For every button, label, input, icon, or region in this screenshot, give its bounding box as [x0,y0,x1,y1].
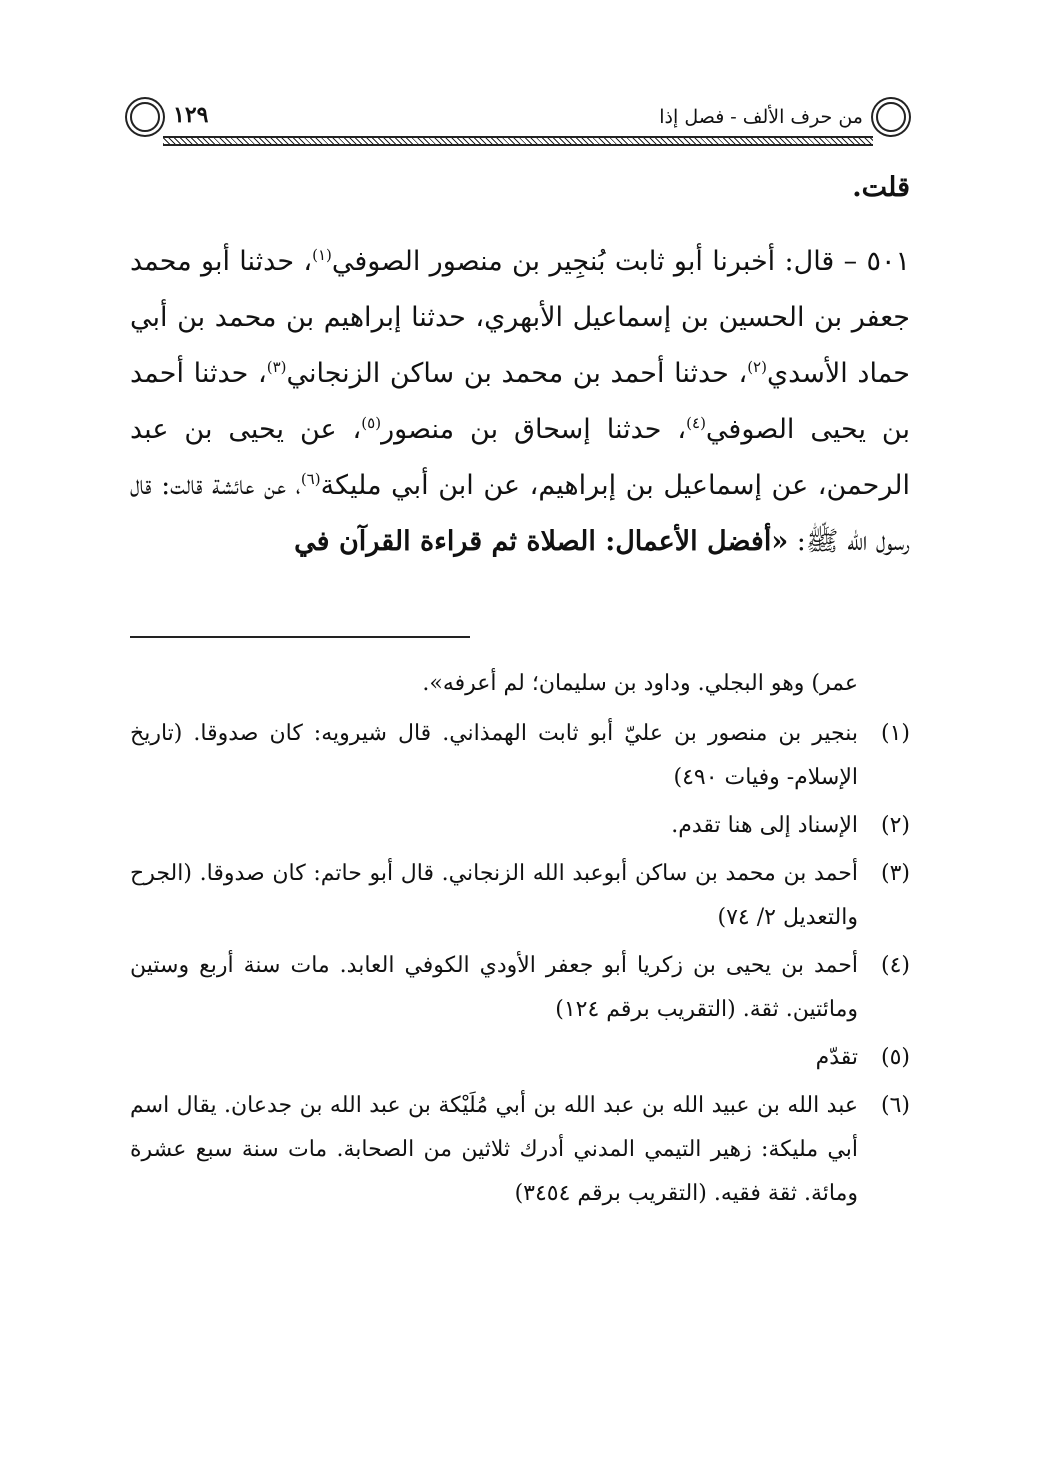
footnote-text: عبد الله بن عبيد الله بن عبد الله بن أبي مُلَيْكة بن عبد الله بن جدعان. يقال اسم أبي مليكة: زهير التيمي المدني أدرك ثلاثين من الصحابة. مات سنة سبع عشرة ومائة. ثقة فقيه. (التقريب برقم ٣٤٥٤) [130,1093,858,1206]
footnote-6 [130,1084,910,1216]
footnote-3 [130,852,910,940]
footnote-number: (٥) [880,1045,910,1070]
footnote-4 [130,944,910,1032]
footnote-text: الإسناد إلى هنا تقدم. [671,813,858,838]
hadith-paragraph [130,234,910,570]
ornament-right-icon [869,100,913,134]
footnote-text: أحمد بن يحيى بن زكريا أبو جعفر الأودي الكوفي العابد. مات سنة أربع وستين ومائتين. ثقة. (التقريب برقم ١٢٤) [130,953,858,1022]
hadith-quote: «أفضل الأعمال: الصلاة ثم قراءة القرآن في [294,526,789,557]
footnote-ref-6[interactable]: (٦) [300,470,321,488]
text-line-4a: أحمد بن يحيى الصوفي [130,358,910,445]
footnote-1 [130,712,910,800]
footnotes [130,662,910,1220]
footnote-ref-5[interactable]: (٥) [361,414,382,432]
text-line-3a: أبي حماد الأسدي [130,302,910,389]
footnote-text: تقدّم [815,1045,858,1070]
page-header [123,96,913,146]
footnote-number: (٦) [880,1093,910,1118]
text-line-1a: ٥٠١ – قال: أخبرنا أبو ثابت بُنجِير بن منصور الصوفي [331,246,910,277]
text-line-6a: قالت: قال رسول الله ﷺ: [130,470,910,557]
text-line-5a: عبد الرحمن، عن إسماعيل بن إبراهيم، عن ابن أبي مليكة [130,414,910,501]
footnote-number: (١) [880,721,910,746]
footnote-5 [130,1036,910,1080]
opening-line: قلت. [852,172,910,203]
footnote-ref-3[interactable]: (٣) [266,358,287,376]
footnote-text: أحمد بن محمد بن ساكن أبوعبد الله الزنجاني. قال أبو حاتم: كان صدوقا. (الجرح والتعديل ٢/ ٧٤) [130,861,858,930]
footnote-text: بنجير بن منصور بن عليّ أبو ثابت الهمذاني. قال شيرويه: كان صدوقا. (تاريخ الإسلام- وفيات ٤٩٠) [130,721,858,790]
text-line-2: محمد جعفر بن الحسين بن إسماعيل الأبهري، حدثنا إبراهيم بن محمد بن [130,246,910,333]
footnote-continuation: عمر) وهو البجلي. وداود بن سليمان؛ لم أعرفه». [422,671,858,696]
footnote-ref-4[interactable]: (٤) [686,414,706,432]
text-line-4c: ، عن يحيى بن [184,414,362,445]
footnote-number: (٢) [880,813,910,838]
text-line-5b: ، عن عائشة [212,470,301,501]
text-line-1b: ، حدثنا أبو [201,246,313,277]
header-rule [163,136,873,146]
ornament-left-icon [123,100,167,134]
main-text [130,160,910,570]
footnote-2 [130,804,910,848]
footnote-ref-2[interactable]: (٢) [747,358,767,376]
page-number: ١٢٩ [173,102,209,128]
footnote-separator [130,636,470,638]
text-line-3c: ، حدثنا [193,358,267,389]
text-line-3b: ، حدثنا أحمد بن محمد بن ساكن الزنجاني [286,358,748,389]
footnote-ref-1[interactable]: (١) [312,246,332,264]
footnote-number: (٤) [880,953,910,978]
running-title: من حرف الألف - فصل إذا [659,106,863,128]
text-line-4b: ، حدثنا إسحاق بن منصور [381,414,687,445]
footnote-number: (٣) [880,861,910,886]
